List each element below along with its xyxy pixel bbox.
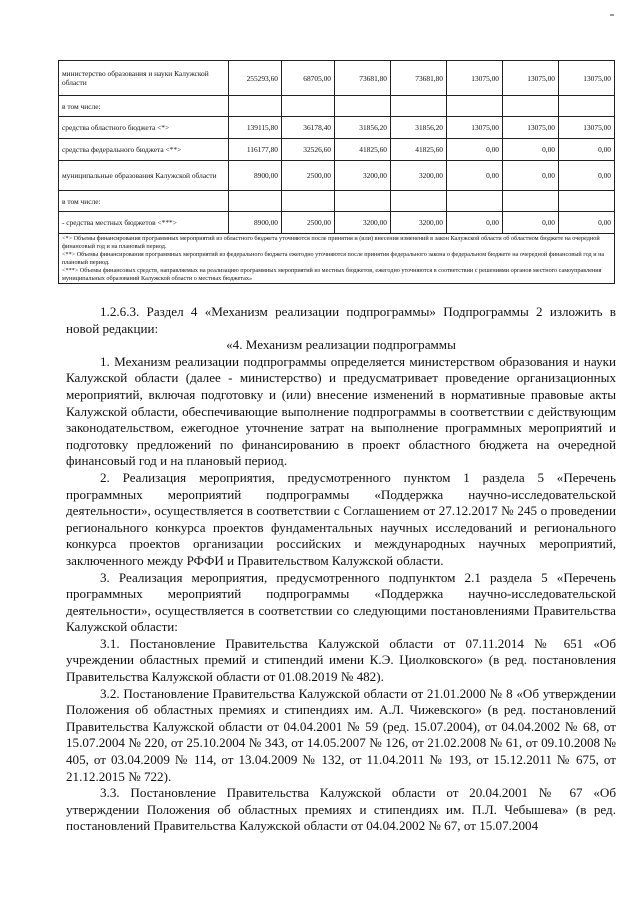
cell-value: 3200,00 [391,212,447,234]
cell-empty [391,96,447,117]
paragraph: 3.3. Постановление Правительства Калужской области от 20.04.2001 № 67 «Об утверждении Положения об областных премиях и стипендиях им. П.Л. Чебышева» (в ред. постановлений Правительства Калужской области от 04.04.2002 № 67, от 15.07.2004 [66,785,616,834]
cell-value: 2500,00 [282,212,335,234]
table-notes-row [59,234,615,284]
paragraph: 3.2. Постановление Правительства Калужской области от 21.01.2000 № 8 «Об утверждении Положения об областных премиях и стипендиях им. А.Л. Чижевского» (в ред. постановлений Правительства Калужской области от 04.04.2001 № 59 (ред. 15.07.2004), от 04.04.2002 № 68, от 15.07.2004 № 220, от 25.10.2004 № 343, от 14.05.2007 № 126, от 21.02.2008 № 61, от 09.10.2008 № 405, от 03.04.2009 № 114, от 13.04.2009 № 132, от 11.04.2011 № 193, от 15.12.2011 № 675, от 21.12.2015 № 722). [66,685,616,784]
cell-empty [229,96,282,117]
cell-value: 0,00 [559,161,615,191]
paragraph: 2. Реализация мероприятия, предусмотренного пунктом 1 раздела 5 «Перечень программных мероприятий подпрограммы «Поддержка научно-исследовательской деятельности», осуществляется в соответствии с Соглашением от 27.12.2017 № 245 о проведении регионального конкурса проектов фундаментальных научных исследований и регионального конкурса проектов организации российских и международных научных мероприятий, заключенного между РФФИ и Правительством Калужской области. [66,469,616,568]
row-label: - средства местных бюджетов <***> [59,212,229,234]
cell-empty [503,96,559,117]
cell-value: 0,00 [503,139,559,161]
cell-value: 8900,00 [229,161,282,191]
cell-value: 255293,60 [229,61,282,96]
cell-value: 139115,80 [229,117,282,139]
cell-empty [282,96,335,117]
table-row [59,117,615,139]
row-label: муниципальные образования Калужской области [59,161,229,191]
note-federal-budget: <**> Объемы финансирования программных мероприятий из федерального бюджета ежегодно уточняются после принятия федерального закона о федеральном бюджете на очередной финансовый год и на плановый период. [62,250,605,266]
cell-value: 73681,80 [335,61,391,96]
cell-empty [503,191,559,212]
amendment-intro: 1.2.6.3. Раздел 4 «Механизм реализации подпрограммы» Подпрограммы 2 изложить в новой редакции: [66,304,616,336]
cell-value: 3200,00 [335,212,391,234]
note-local-budgets: <***> Объемы финансовых средств, направляемых на реализацию программных мероприятий из местных бюджетов, ежегодно уточняются в соответствии с решениями органов местного самоуправления муниципальных образований Калужской области о местных бюджетах» [62,266,602,282]
cell-value: 116177,80 [229,139,282,161]
note-regional-budget: <*> Объемы финансирования программных мероприятий из областного бюджета уточняются после принятия и (или) внесения изменений в закон Калужской области об областном бюджете на очередной финансовый год и на плановый период. [62,235,600,250]
cell-value: 3200,00 [335,161,391,191]
cell-value: 13075,00 [503,117,559,139]
cell-value: 13075,00 [503,61,559,96]
cell-value: 32526,60 [282,139,335,161]
table-row [59,191,615,212]
row-label: министерство образования и науки Калужской области [59,61,229,96]
paragraph: 3.1. Постановление Правительства Калужской области от 07.11.2014 № 651 «Об учреждении областных премий и стипендий имени К.Э. Циолковского» (в ред. постановления Правительства Калужской области от 01.08.2019 № 482). [66,635,616,685]
cell-empty [559,96,615,117]
table-row [59,96,615,117]
row-label: средства федерального бюджета <**> [59,139,229,161]
cell-value: 13075,00 [559,117,615,139]
cell-empty [335,96,391,117]
cell-value: 68705,00 [282,61,335,96]
cell-value: 0,00 [447,139,503,161]
cell-value: 13075,00 [447,61,503,96]
document-body [66,304,616,835]
financing-table [58,60,615,284]
cell-value: 0,00 [559,139,615,161]
row-label: в том числе: [59,191,229,212]
row-label: в том числе: [59,96,229,117]
cell-value: 0,00 [447,212,503,234]
cell-value: 73681,80 [391,61,447,96]
scan-mark [610,14,614,16]
cell-value: 31856,20 [335,117,391,139]
cell-value: 41825,60 [335,139,391,161]
cell-empty [447,191,503,212]
cell-value: 8900,00 [229,212,282,234]
cell-empty [229,191,282,212]
paragraph: 1. Механизм реализации подпрограммы определяется министерством образования и науки Калужской области (далее - министерство) и предусматривает проведение организационных мероприятий, включая подготовку и (или) внесение изменений в нормативные правовые акты Калужской области, обеспечивающие выполнение подпрограммы в соответствии с действующим законодательством, ежегодное уточнение затрат на выполнение программных мероприятий и подготовку предложений по финансированию в проект областного бюджета на очередной финансовый год и на плановый период. [66,353,616,469]
cell-empty [391,191,447,212]
cell-value: 41825,60 [391,139,447,161]
cell-value: 31856,20 [391,117,447,139]
cell-value: 3200,00 [391,161,447,191]
cell-value: 2500,00 [282,161,335,191]
cell-value: 0,00 [503,212,559,234]
cell-value: 0,00 [559,212,615,234]
cell-empty [447,96,503,117]
table-row [59,212,615,234]
section-heading: «4. Механизм реализации подпрограммы [226,337,456,353]
cell-value: 36178,40 [282,117,335,139]
cell-empty [559,191,615,212]
cell-value: 0,00 [447,161,503,191]
table-row [59,161,615,191]
cell-value: 0,00 [503,161,559,191]
cell-empty [335,191,391,212]
table-row [59,61,615,96]
cell-value: 13075,00 [559,61,615,96]
row-label: средства областного бюджета <*> [59,117,229,139]
cell-empty [282,191,335,212]
table-row [59,139,615,161]
paragraph: 3. Реализация мероприятия, предусмотренного подпунктом 2.1 раздела 5 «Перечень программных мероприятий подпрограммы «Поддержка научно-исследовательской деятельности», осуществляется в соответствии со следующими постановлениями Правительства Калужской области: [66,569,616,635]
cell-value: 13075,00 [447,117,503,139]
table-notes [59,234,615,284]
